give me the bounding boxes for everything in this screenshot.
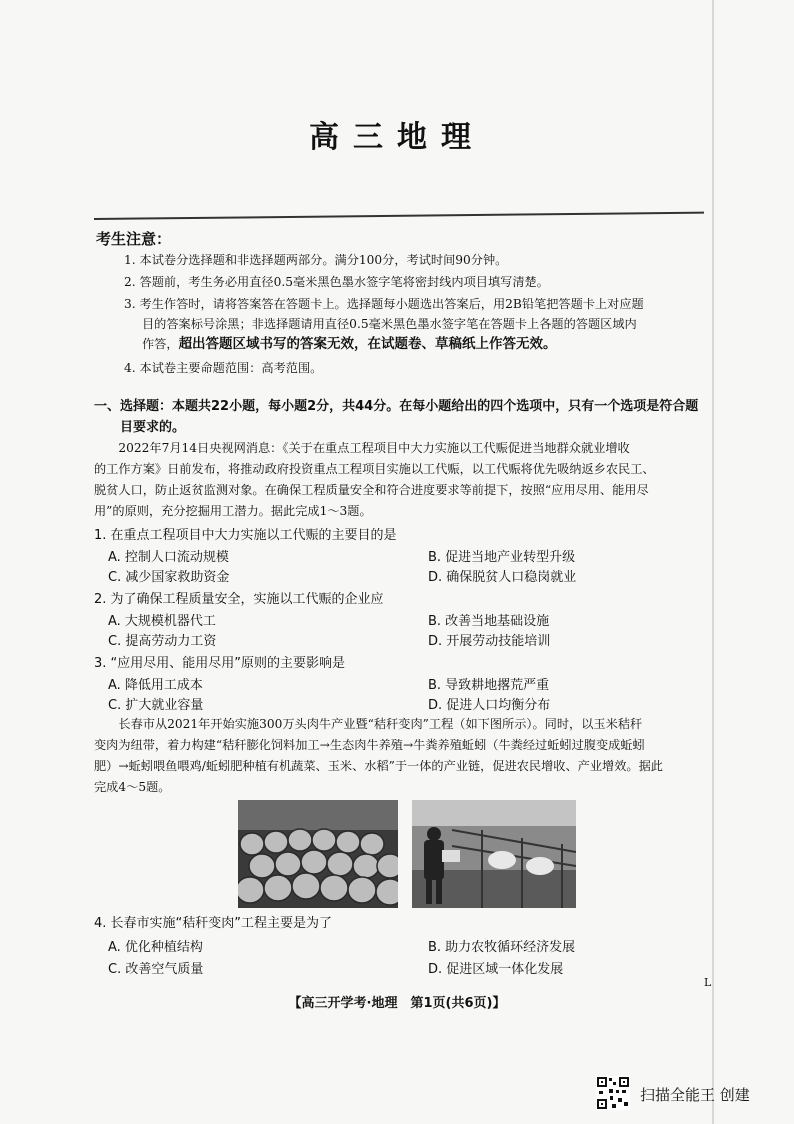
passage-1-line-4: 用”的原则，充分挖掘用工潜力。据此完成1～3题。 bbox=[94, 504, 372, 518]
notice-heading: 考生注意： bbox=[96, 230, 172, 248]
question-3-stem: 3. “应用尽用、能用尽用”原则的主要影响是 bbox=[94, 656, 346, 671]
straw-bales-image bbox=[238, 800, 398, 908]
q4-option-a: A. 优化种植结构 bbox=[108, 940, 203, 955]
notice-item-3-end bbox=[142, 334, 709, 355]
q2-option-a: A. 大规模机器代工 bbox=[108, 614, 216, 629]
passage-1-line-3: 脱贫人口，防止返贫监测对象。在确保工程质量安全和符合进度要求等前提下，按照“应用尽用、能用尽 bbox=[94, 483, 649, 497]
notice-item-2: 2. 答题前，考生务必用直径0.5毫米黑色墨水签字笔将密封线内项目填写清楚。 bbox=[124, 275, 549, 289]
straw-bales-photo bbox=[238, 800, 398, 908]
question-1-stem: 1. 在重点工程项目中大力实施以工代赈的主要目的是 bbox=[94, 528, 397, 543]
q3-option-c: C. 扩大就业容量 bbox=[108, 698, 204, 713]
notice-item-3-bold: 超出答题区域书写的答案无效，在试题卷、草稿纸上作答无效。 bbox=[178, 336, 557, 352]
passage-2-line-4: 完成4～5题。 bbox=[94, 780, 171, 794]
q2-option-c: C. 提高劳动力工资 bbox=[108, 634, 217, 649]
q3-option-d: D. 促进人口均衡分布 bbox=[428, 698, 551, 713]
page-title: 高三地理 bbox=[309, 120, 485, 155]
section-one-heading bbox=[94, 396, 709, 438]
passage-1 bbox=[94, 438, 709, 522]
notice-item-3-lead: 作答， bbox=[142, 337, 179, 351]
q2-option-b: B. 改善当地基础设施 bbox=[428, 614, 550, 629]
passage-1-line-1: 2022年7月14日央视网消息：《关于在重点工程项目中大力实施以工代赈促进当地群众就业增收 bbox=[118, 441, 630, 455]
question-4-stem: 4. 长春市实施“秸秆变肉”工程主要是为了 bbox=[94, 916, 333, 931]
page-footer: 【高三开学考·地理 第1页(共6页)】 bbox=[288, 996, 506, 1011]
notice-item-3-cont: 目的答案标号涂黑；非选择题请用直径0.5毫米黑色墨水签字笔在答题卡上各题的答题区域内 bbox=[142, 317, 637, 331]
section-one-line-2: 目要求的。 bbox=[120, 420, 186, 435]
scanner-watermark: 扫描全能王 创建 bbox=[640, 1086, 750, 1104]
notice-item-4: 4. 本试卷主要命题范围：高考范围。 bbox=[124, 361, 323, 375]
header-rule bbox=[94, 212, 704, 220]
q2-option-d: D. 开展劳动技能培训 bbox=[428, 634, 551, 649]
q4-option-b: B. 助力农牧循环经济发展 bbox=[428, 940, 576, 955]
passage-1-line-2: 的工作方案》日前发布，将推动政府投资重点工程项目实施以工代赈，以工代赈将优先吸纳返乡农民工、 bbox=[94, 462, 655, 476]
q1-option-d: D. 确保脱贫人口稳岗就业 bbox=[428, 570, 577, 585]
q1-option-c: C. 减少国家救助资金 bbox=[108, 570, 230, 585]
cattle-barn-image bbox=[412, 800, 576, 908]
cattle-barn-photo bbox=[412, 800, 576, 908]
q4-option-d: D. 促进区域一体化发展 bbox=[428, 962, 564, 977]
passage-2 bbox=[94, 714, 709, 798]
passage-2-line-3: 肥）→蚯蚓喂鱼喂鸡/蚯蚓肥种植有机蔬菜、玉米、水稻”于一体的产业链，促进农民增收、产业增效。据此 bbox=[94, 759, 663, 773]
notice-item-3: 3. 考生作答时，请将答案答在答题卡上。选择题每小题选出答案后，用2B铅笔把答题卡上对应题 bbox=[124, 297, 644, 311]
q3-option-b: B. 导致耕地撂荒严重 bbox=[428, 678, 550, 693]
q1-option-a: A. 控制人口流动规模 bbox=[108, 550, 229, 565]
page-edge-line bbox=[712, 0, 714, 1124]
q4-option-c: C. 改善空气质量 bbox=[108, 962, 204, 977]
question-2-stem: 2. 为了确保工程质量安全，实施以工代赈的企业应 bbox=[94, 592, 384, 607]
q1-option-b: B. 促进当地产业转型升级 bbox=[428, 550, 576, 565]
q3-option-a: A. 降低用工成本 bbox=[108, 678, 203, 693]
edge-mark: L bbox=[704, 976, 712, 989]
section-one-line-1: 一、选择题：本题共22小题，每小题2分，共44分。在每小题给出的四个选项中，只有一个选项是符合题 bbox=[94, 399, 699, 414]
passage-2-line-2: 变肉为纽带，着力构建“秸秆膨化饲料加工→生态肉牛养殖→牛粪养殖蚯蚓（牛粪经过蚯蚓过腹变成蚯蚓 bbox=[94, 738, 645, 752]
qr-code-icon bbox=[596, 1076, 630, 1110]
notice-item-1: 1. 本试卷分选择题和非选择题两部分。满分100分，考试时间90分钟。 bbox=[124, 253, 508, 267]
passage-2-line-1: 长春市从2021年开始实施300万头肉牛产业暨“秸秆变肉”工程（如下图所示）。同时，以玉米秸秆 bbox=[118, 717, 643, 731]
